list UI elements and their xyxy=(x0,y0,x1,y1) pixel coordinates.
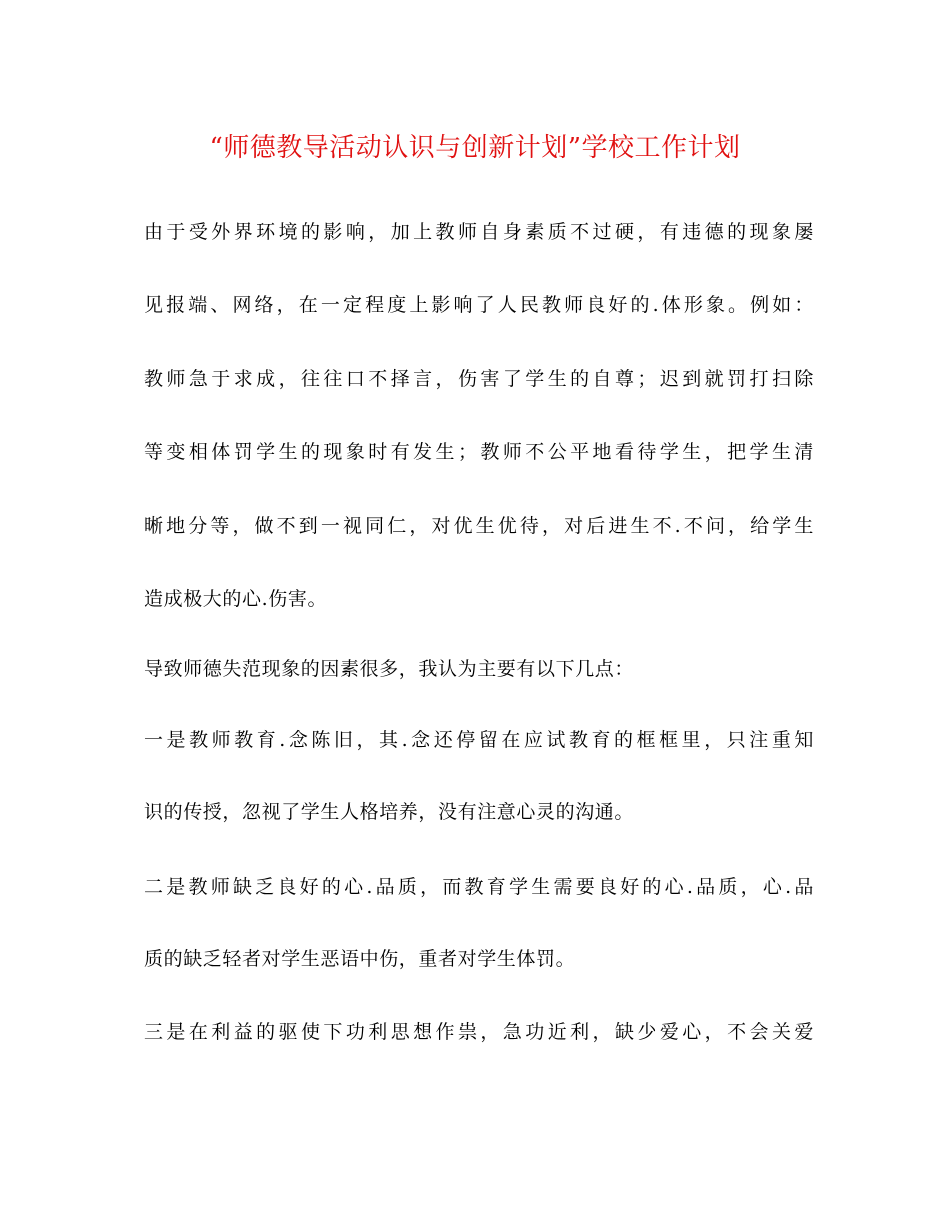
body-line-12: 三是在利益的驱使下功利思想作祟，急功近利，缺少爱心，不会关爱 xyxy=(144,1021,814,1043)
body-line-10: 二是教师缺乏良好的心.品质，而教育学生需要良好的心.品质，心.品 xyxy=(144,876,814,898)
body-line-2: 见报端、网络，在一定程度上影响了人民教师良好的.体形象。例如： xyxy=(144,294,814,316)
body-line-4: 等变相体罚学生的现象时有发生；教师不公平地看待学生，把学生清 xyxy=(144,441,814,463)
body-line-8: 一是教师教育.念陈旧，其.念还停留在应试教育的框框里，只注重知 xyxy=(144,729,814,751)
document-title: “师德教导活动认识与创新计划”学校工作计划 xyxy=(209,133,741,163)
body-line-1: 由于受外界环境的影响，加上教师自身素质不过硬，有违德的现象屡 xyxy=(144,221,814,243)
body-line-11: 质的缺乏轻者对学生恶语中伤，重者对学生体罚。 xyxy=(144,948,576,970)
body-line-7: 导致师德失范现象的因素很多，我认为主要有以下几点： xyxy=(144,658,635,680)
body-line-6: 造成极大的心.伤害。 xyxy=(144,588,328,610)
body-line-5: 晰地分等，做不到一视同仁，对优生优待，对后进生不.不问，给学生 xyxy=(144,515,814,537)
body-line-9: 识的传授，忽视了学生人格培养，没有注意心灵的沟通。 xyxy=(144,801,635,823)
body-line-3: 教师急于求成，往往口不择言，伤害了学生的自尊；迟到就罚打扫除 xyxy=(144,368,814,390)
